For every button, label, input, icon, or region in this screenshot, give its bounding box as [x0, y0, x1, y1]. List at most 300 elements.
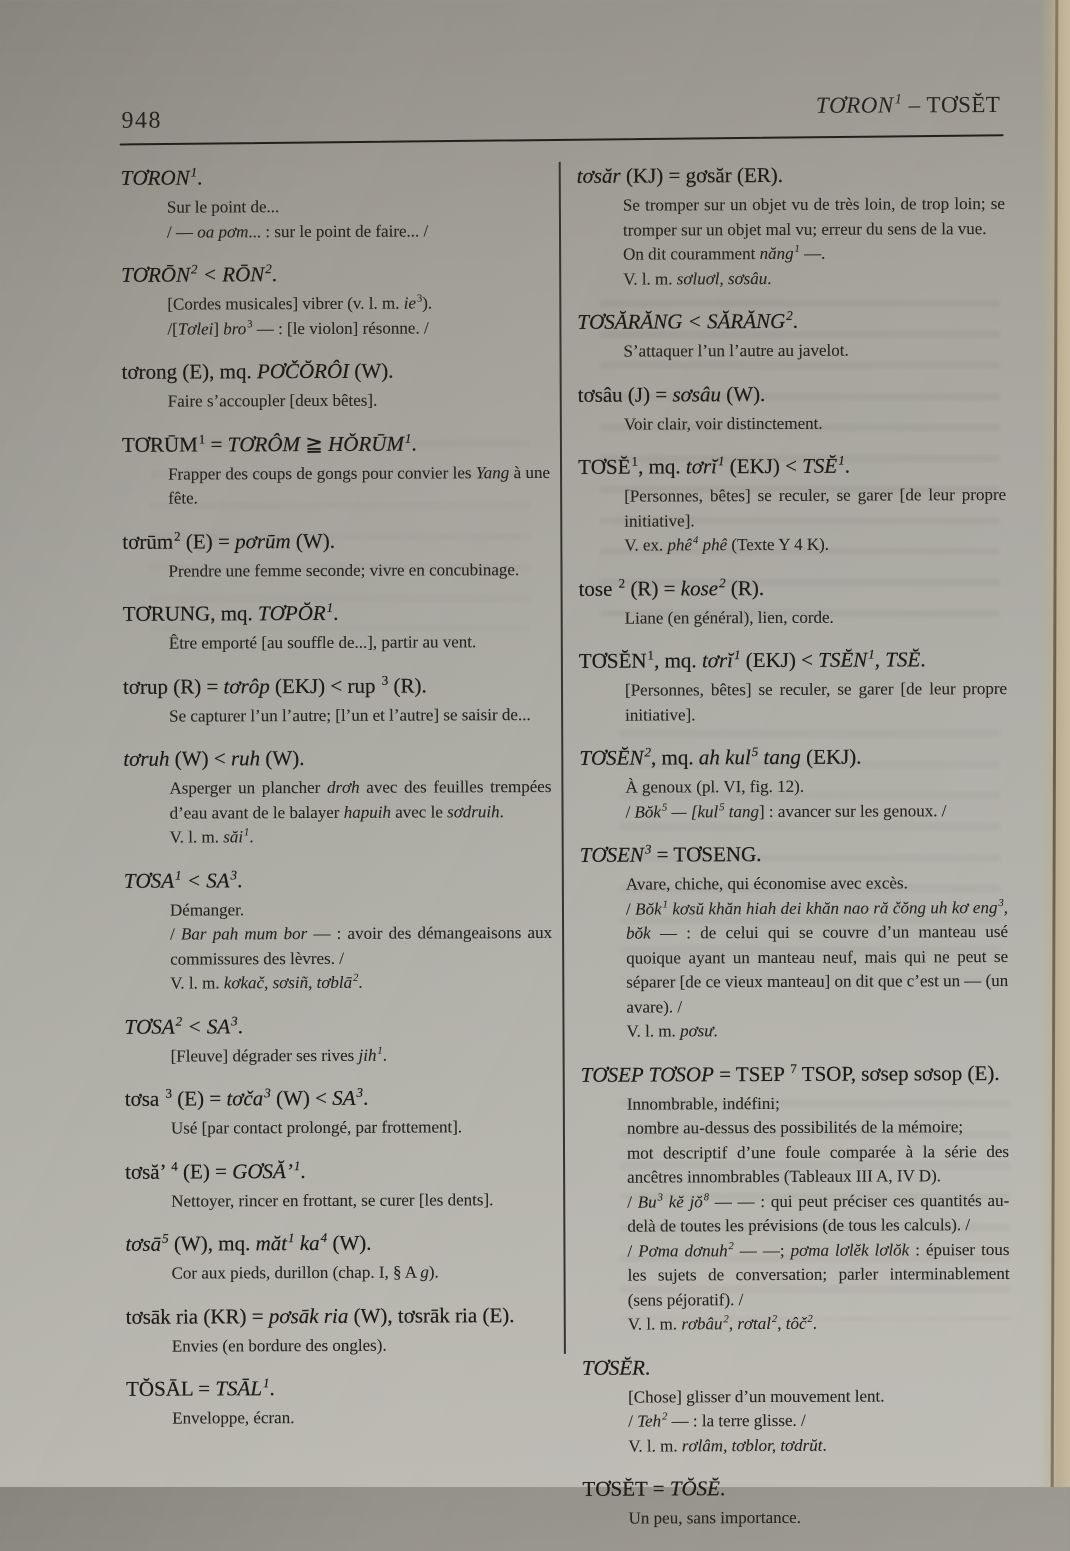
- entry-headword: [122, 429, 550, 458]
- italic-text: RŌN: [222, 262, 265, 287]
- text: V. l. m.: [626, 1021, 681, 1041]
- text: / —: [166, 221, 198, 242]
- text: TƠRŪM: [121, 431, 198, 457]
- entry-headword: [126, 1301, 554, 1330]
- dictionary-entry: [122, 526, 550, 583]
- entry-definition: [125, 1187, 553, 1213]
- text: ≧: [299, 431, 329, 456]
- text: On dit couramment: [623, 244, 760, 264]
- definition-paragraph: [625, 604, 1007, 630]
- text: (R).: [388, 672, 427, 698]
- definition-paragraph: [169, 775, 551, 826]
- italic-text: pơrūm: [235, 528, 291, 553]
- italic-text: tôč: [785, 1313, 807, 1333]
- superscript: 2: [190, 261, 198, 277]
- definition-paragraph: [167, 315, 549, 341]
- superscript: 1: [190, 164, 198, 180]
- header-rule: [120, 134, 1004, 145]
- italic-text: tơrôp: [223, 673, 270, 698]
- text: Être emporté [au souffle de...], partir au vent.: [168, 632, 477, 653]
- italic-text: SA: [206, 867, 230, 892]
- text: avec le: [390, 801, 448, 822]
- text: (EKJ) < rup: [269, 673, 381, 698]
- definition-paragraph: [627, 1139, 1009, 1190]
- text: TƠRUNG, mq.: [122, 601, 259, 626]
- text: Faire s’accoupler [deux bêtes].: [167, 390, 378, 411]
- text: — —;: [733, 1240, 791, 1260]
- entry-definition: [582, 1383, 1010, 1458]
- italic-text: <: [682, 309, 708, 334]
- entry-definition: [126, 1260, 554, 1286]
- text: — : de celui qui se couvre d’un manteau usé quoique ayant un manteau neuf, mais qui ne peut se séparer [de ce vieux manteau] on dit que c’est un — (un avare). /: [626, 921, 1009, 1017]
- superscript: 2: [174, 528, 181, 544]
- definition-paragraph: [171, 1187, 553, 1213]
- italic-text: tơrĭ: [701, 648, 734, 673]
- dictionary-entry: [122, 357, 550, 414]
- text: .: [333, 600, 339, 625]
- definition-paragraph: [170, 824, 552, 850]
- italic-text: ka: [299, 1230, 320, 1256]
- definition-paragraph: [628, 1383, 1010, 1409]
- entry-headword: [125, 1156, 553, 1185]
- entry-definition: [125, 1042, 553, 1068]
- italic-text: pơsư: [680, 1021, 714, 1041]
- definition-paragraph: [170, 970, 552, 996]
- text: .: [237, 1013, 243, 1038]
- text: Usé [par contact prolongé, par frottement].: [170, 1117, 463, 1138]
- italic-text: bro: [223, 318, 247, 338]
- italic-text: sơluơl, sơsâu: [676, 268, 768, 288]
- text: .: [822, 1435, 827, 1455]
- text: tơsa: [124, 1086, 165, 1111]
- dictionary-entry: [580, 840, 1009, 1044]
- entry-headword: [123, 671, 551, 700]
- dictionary-entry: [577, 161, 1006, 292]
- italic-text: phê: [667, 535, 693, 555]
- entry-definition: [579, 677, 1007, 728]
- entry-headword: [578, 379, 1006, 408]
- text: /[: [167, 319, 178, 339]
- superscript: 5: [661, 802, 668, 814]
- text: (E) =: [177, 1158, 233, 1184]
- definition-paragraph: [625, 677, 1007, 728]
- italic-text: pơsāk ria: [268, 1303, 349, 1328]
- column-divider: [559, 162, 566, 1354]
- text: Envies (en bordure des ongles).: [171, 1335, 387, 1356]
- text: = TƠSENG.: [651, 842, 762, 867]
- italic-text: kơkač, sơsiñ, tơblā: [223, 972, 353, 993]
- text: tơrong (E), mq.: [121, 359, 258, 384]
- right-column: [577, 161, 1011, 1548]
- entry-definition: [123, 702, 551, 728]
- text: ... : sur le point de faire... /: [248, 220, 429, 241]
- entry-headword: [124, 865, 552, 894]
- text: mot descriptif d’une foule comparée à la série des ancêtres innombrables (Tableaux III A, IV D).: [626, 1141, 1010, 1187]
- definition-paragraph: [623, 241, 1005, 267]
- text: tơsă’: [125, 1159, 171, 1184]
- text: ]: [213, 318, 224, 338]
- text: V. l. m.: [628, 1435, 682, 1456]
- italic-text: măt: [255, 1231, 288, 1256]
- italic-text: TƠSEP TƠSOP: [580, 1061, 714, 1087]
- superscript: 8: [703, 1192, 710, 1204]
- dictionary-entry: [578, 452, 1006, 558]
- italic-text: tơsā: [125, 1231, 162, 1256]
- definition-paragraph: [626, 895, 1009, 1019]
- text: — — : qui peut préciser ces quantités au-delà de toutes les prévisions (de tous les calculs). /: [627, 1190, 1010, 1236]
- definition-paragraph: [627, 1237, 1009, 1312]
- entry-headword: [126, 1374, 554, 1403]
- superscript: 4: [320, 1229, 328, 1245]
- italic-text: TSĀL: [215, 1376, 263, 1401]
- definition-paragraph: [623, 192, 1005, 243]
- text: =: [205, 431, 228, 456]
- italic-text: sơsâu: [672, 381, 722, 406]
- text: TƠSĔT =: [582, 1476, 670, 1501]
- entry-headword: [579, 573, 1007, 602]
- definition-paragraph: [623, 265, 1005, 291]
- left-column: [121, 163, 555, 1448]
- text: (EKJ).: [800, 744, 862, 769]
- entry-headword: [123, 744, 551, 773]
- text: [Personnes, bêtes] se reculer, se garer [de leur propre initiative].: [624, 678, 1008, 725]
- text: .: [499, 801, 504, 821]
- superscript: 2: [618, 575, 626, 591]
- text: Prendre une femme seconde; vivre en concubinage.: [168, 559, 520, 581]
- entry-headword: [125, 1229, 553, 1258]
- italic-text: drơh: [326, 777, 360, 797]
- italic-text: TŎSĔ: [669, 1476, 721, 1501]
- text: Asperger un plancher: [169, 777, 327, 798]
- italic-text: — [: [667, 801, 698, 821]
- superscript: 3: [165, 1085, 173, 1101]
- text: [Cordes musicales] vibrer (v. l. m.: [167, 293, 404, 314]
- definition-paragraph: [624, 410, 1006, 436]
- superscript: 1: [293, 1157, 301, 1173]
- text: V. l. m.: [623, 268, 677, 289]
- text: .: [792, 308, 799, 333]
- italic-text: oa pơm: [197, 221, 249, 241]
- definition-paragraph: [170, 921, 552, 972]
- text: TSOP, sơsep sơsop (E).: [796, 1060, 1000, 1086]
- entry-definition: [121, 291, 549, 342]
- text: Se tromper sur un objet vu de très loin, de trop loin; se tromper sur un objet mal vu; erreur du sens de la vue.: [622, 193, 1005, 240]
- entry-definition: [125, 1115, 553, 1141]
- text: /: [170, 924, 182, 944]
- definition-paragraph: [625, 774, 1007, 800]
- superscript: 1: [404, 430, 412, 446]
- definition-paragraph: [628, 1311, 1010, 1337]
- entry-definition: [581, 1090, 1010, 1337]
- superscript: 1: [198, 430, 206, 446]
- italic-text: TƠRON: [120, 165, 190, 190]
- dictionary-entry: [581, 1059, 1010, 1337]
- entry-headword: [124, 1011, 552, 1040]
- superscript: 3: [644, 841, 652, 857]
- italic-text: tơča: [226, 1086, 264, 1111]
- superscript: 4: [693, 535, 699, 547]
- text: (R).: [725, 575, 765, 600]
- text: ,: [728, 1314, 738, 1334]
- definition-paragraph: [168, 557, 550, 583]
- entry-definition: [126, 1332, 554, 1358]
- text: (W) <: [169, 746, 231, 771]
- definition-paragraph: [172, 1260, 554, 1286]
- italic-text: TƠPŎR: [257, 600, 326, 626]
- italic-text: tơsăr: [576, 163, 621, 188]
- italic-text: TƠSA: [124, 1014, 175, 1039]
- superscript: 2: [771, 1314, 778, 1326]
- superscript: 3: [356, 1084, 364, 1100]
- italic-text: <: [197, 262, 223, 287]
- text: .: [269, 1376, 275, 1401]
- italic-text: Pơma dơnuh: [638, 1240, 728, 1261]
- page-number: 948: [121, 107, 163, 134]
- definition-paragraph: [628, 1432, 1010, 1458]
- entry-definition: [579, 774, 1007, 825]
- italic-text: ie: [403, 293, 417, 313]
- italic-text: săi: [223, 827, 244, 847]
- italic-text: SA: [332, 1085, 356, 1110]
- definition-paragraph: [626, 1018, 1008, 1044]
- italic-text: pơma lơlĕk lơlŏk: [790, 1239, 910, 1260]
- text: Avare, chiche, qui économise avec excès.: [625, 873, 908, 894]
- dictionary-entry: [121, 163, 549, 245]
- italic-text: ,: [1003, 897, 1009, 917]
- text: Se capturer l’un l’autre; [l’un et l’autre] se saisir de...: [169, 704, 531, 726]
- italic-text: PƠČŎRÔI: [256, 358, 350, 384]
- italic-text: sơdruih: [447, 801, 500, 821]
- entry-headword: [123, 599, 551, 628]
- dictionary-entry: [126, 1374, 554, 1431]
- text: tơsâu (J) =: [577, 381, 673, 407]
- text: (W).: [260, 746, 305, 771]
- entry-definition: [122, 557, 550, 583]
- superscript: 5: [719, 802, 725, 814]
- entry-definition: [123, 775, 551, 850]
- superscript: 2: [807, 1314, 813, 1326]
- text: Nettoyer, rincer en frottant, se curer [les dents].: [171, 1189, 494, 1211]
- italic-text: TƠSĂRĂNG: [577, 309, 683, 334]
- italic-text: TƠRÔM: [227, 431, 301, 456]
- superscript: 1: [868, 646, 875, 662]
- superscript: 5: [162, 1230, 169, 1246]
- definition-paragraph: [626, 871, 1008, 897]
- text: .: [382, 1045, 387, 1065]
- text: tơrup (R) =: [122, 673, 224, 699]
- text: (W).: [349, 358, 394, 383]
- text: [Fleuve] dégrader ses rives: [170, 1045, 359, 1066]
- text: .: [271, 262, 278, 287]
- text: /: [627, 1241, 639, 1261]
- italic-text: ruh: [230, 746, 261, 771]
- superscript: 2: [644, 744, 652, 760]
- text: : épuiser tous les sujets de conversation; parler interminablement (sens péjoratif). /: [627, 1239, 1010, 1310]
- superscript: 2: [723, 1314, 729, 1326]
- text: , mq.: [650, 745, 699, 770]
- dictionary-entry: [582, 1474, 1010, 1531]
- entry-definition: [124, 896, 552, 996]
- dictionary-entry: [577, 307, 1005, 364]
- entry-definition: [577, 192, 1005, 292]
- entry-headword: [581, 1059, 1009, 1088]
- text: .: [358, 972, 363, 992]
- text: nombre au-dessus des possibilités de la mémoire;: [626, 1117, 964, 1138]
- italic-text: kul: [697, 801, 719, 821]
- text: ,: [777, 1313, 786, 1333]
- italic-text: g: [420, 1262, 429, 1282]
- superscript: 3: [998, 897, 1004, 909]
- entry-headword: [121, 163, 549, 192]
- dictionary-entry: [121, 260, 549, 342]
- definition-paragraph: [172, 1405, 554, 1431]
- superscript: 2: [175, 1013, 183, 1029]
- entry-definition: [126, 1405, 554, 1431]
- definition-paragraph: [623, 338, 1005, 364]
- text: avec des feuilles trempées d’eau avant de le balayer: [169, 776, 552, 823]
- running-head-rest: – TƠSĔT: [902, 91, 1001, 118]
- text: .: [844, 453, 851, 478]
- entry-definition: [579, 604, 1007, 630]
- italic-text: TSĔ: [802, 453, 838, 478]
- dictionary-entry: [579, 646, 1007, 728]
- text: .: [197, 165, 203, 190]
- superscript: 2: [662, 1411, 668, 1423]
- definition-paragraph: [167, 291, 549, 317]
- text: V. l. m.: [627, 1314, 682, 1334]
- definition-paragraph: [172, 1332, 554, 1358]
- text: (KJ) = gơsăr (ER).: [620, 162, 784, 188]
- italic-text: bŏk: [626, 923, 651, 943]
- dictionary-entry: [123, 671, 551, 728]
- entry-headword: [122, 357, 550, 386]
- dictionary-entry: [126, 1301, 554, 1358]
- dictionary-entry: [124, 865, 553, 996]
- superscript: 1: [262, 1375, 270, 1391]
- text: (E) =: [171, 1086, 227, 1111]
- text: Voir clair, voir distinctement.: [623, 413, 823, 434]
- running-head-word: TƠRON: [815, 92, 894, 118]
- italic-text: Bar pah mum bor: [180, 924, 308, 944]
- italic-text: tơrĭ: [685, 454, 718, 479]
- dictionary-entry: [124, 1011, 552, 1068]
- entry-definition: [122, 388, 550, 414]
- italic-text: jih: [358, 1045, 377, 1065]
- definition-paragraph: [171, 1115, 553, 1141]
- text: .: [644, 1355, 651, 1380]
- text: V. l. m.: [169, 827, 224, 847]
- text: Un peu, sans importance.: [628, 1507, 801, 1528]
- dictionary-entry: [579, 573, 1007, 630]
- italic-text: <: [182, 1013, 207, 1039]
- superscript: 1: [717, 453, 725, 469]
- text: .: [300, 1158, 306, 1183]
- italic-text: TSĔ: [885, 647, 921, 672]
- italic-text: Tơlei: [177, 318, 214, 339]
- text: ).: [428, 1262, 439, 1282]
- dictionary-entry: [579, 743, 1007, 825]
- superscript: 2: [786, 307, 793, 323]
- entry-definition: [578, 483, 1006, 558]
- entry-definition: [122, 460, 550, 511]
- superscript: 3: [247, 319, 253, 331]
- entry-definition: [577, 338, 1005, 364]
- italic-text: <: [181, 867, 207, 893]
- superscript: 3: [657, 1192, 663, 1204]
- definition-paragraph: [627, 1115, 1009, 1141]
- italic-text: TƠSĔN: [579, 745, 644, 770]
- text: (Texte Y 4 K).: [727, 534, 830, 555]
- italic-text: TƠSA: [123, 868, 175, 893]
- italic-text: năng: [759, 243, 794, 264]
- superscript: 1: [662, 899, 668, 911]
- text: tơsāk ria (KR) =: [125, 1303, 269, 1329]
- text: Sur le point de...: [166, 197, 280, 217]
- superscript: 1: [647, 647, 655, 663]
- entry-headword: [582, 1352, 1010, 1381]
- italic-text: SA: [206, 1013, 231, 1038]
- entry-definition: [578, 410, 1006, 436]
- superscript: 1: [631, 453, 639, 469]
- italic-text: Bŏk: [635, 898, 662, 919]
- text: .: [812, 1313, 818, 1333]
- text: (EKJ) <: [740, 647, 819, 673]
- text: /: [628, 1411, 638, 1431]
- italic-text: Teh: [637, 1411, 662, 1431]
- entry-headword: [125, 1084, 553, 1113]
- entry-headword: [582, 1474, 1010, 1503]
- text: S’attaquer l’un l’autre au javelot.: [623, 340, 849, 361]
- italic-text: TƠRŌN: [121, 262, 191, 287]
- text: Frapper des coups de gongs pour convier les: [168, 462, 476, 484]
- definition-paragraph: [629, 1505, 1011, 1531]
- text: TŎSĀL =: [126, 1376, 216, 1401]
- superscript: 1: [794, 244, 800, 256]
- text: TƠSĔN: [578, 648, 647, 673]
- entry-headword: [580, 840, 1008, 869]
- definition-paragraph: [167, 218, 549, 244]
- text: Démanger.: [169, 899, 245, 920]
- text: Enveloppe, écran.: [172, 1408, 295, 1428]
- superscript: 1: [838, 452, 845, 468]
- italic-text: Bŏk: [634, 801, 662, 822]
- definition-paragraph: [627, 1090, 1009, 1116]
- running-head-superscript: 1: [894, 91, 903, 108]
- text: .: [363, 1085, 369, 1110]
- text: (EKJ) <: [724, 453, 803, 479]
- text: .: [719, 1476, 726, 1501]
- superscript: 1: [288, 1230, 295, 1246]
- superscript: 1: [243, 827, 250, 839]
- text: à une fête.: [168, 462, 551, 508]
- italic-text: GƠSĂ’: [232, 1158, 293, 1183]
- text: — : la terre glisse. /: [667, 1410, 806, 1431]
- superscript: 2: [353, 973, 359, 985]
- italic-text: rơtal: [737, 1313, 771, 1334]
- superscript: 2: [719, 574, 726, 590]
- italic-text: kĕ jŏ: [668, 1191, 703, 1211]
- entry-headword: [579, 646, 1007, 675]
- text: ] : avancer sur les genoux. /: [758, 800, 947, 821]
- text: .: [249, 827, 254, 847]
- italic-text: tơruh: [123, 746, 170, 771]
- superscript: 3: [230, 866, 238, 882]
- definition-paragraph: [627, 1188, 1009, 1239]
- definition-paragraph: [169, 630, 551, 656]
- text: /: [625, 899, 636, 919]
- running-head: [816, 92, 1001, 119]
- entry-definition: [121, 194, 549, 245]
